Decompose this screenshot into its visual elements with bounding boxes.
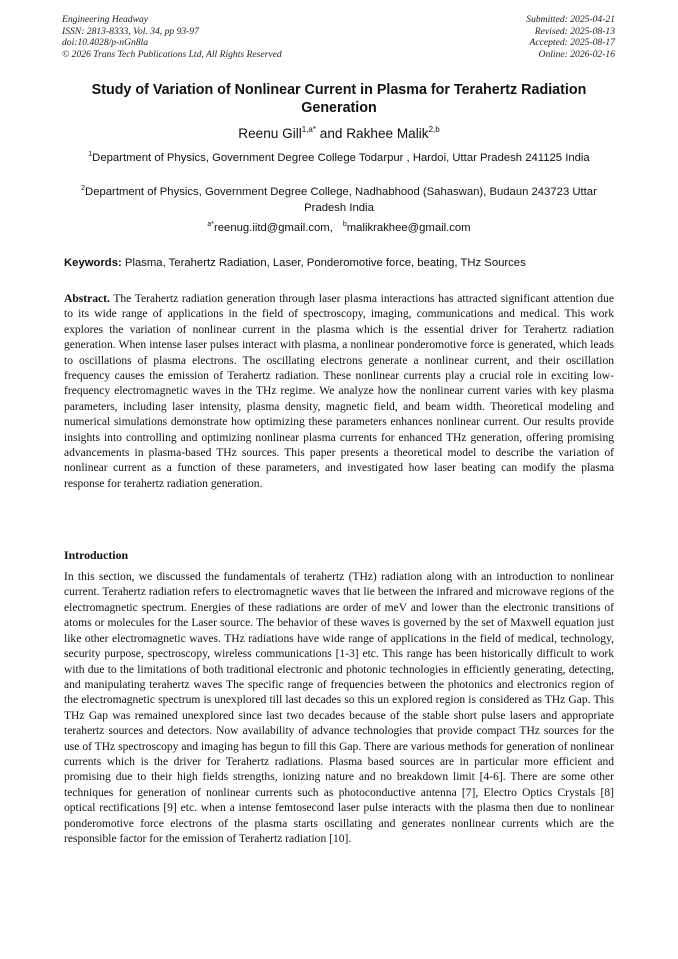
- email-line: [64, 221, 614, 236]
- revised-date: Revised: 2025-08-13: [534, 25, 615, 37]
- introduction-text: In this section, we discussed the fundamentals of terahertz (THz) radiation along with an introduction to nonlinear current. Terahertz radiation refers to electromagnetic waves that lie between the infrared and microwave regions of the electromagnetic spectrum. Energies of these radiations are order of meV and lower than the electronic transitions of atoms or molecules for the Laser source. The behavior of these waves is governed by the set of Maxwell equation just like other electromagnetic waves. THz radiations have wide range of applications in the field of medical, technology, security purpose, spectroscopy, wireless communications [1-3] etc. This range has been historically difficult to work with due to the limitations of both traditional electronic and photonic technologies in efficiently generating, detecting, and manipulating terahertz waves The specific range of frequencies between the photonics and electronics region of the electromagnetic spectrum is unexplored till last decades so this un explored region is considered as THz Gap. This THz Gap was remained unexplored since last two decades because of the stable short pulse lasers and appropriate terahertz sources and detectors. Now availability of advance technologies that provide compact THz sources for the use of THz spectroscopy and imaging has begun to fill this Gap. There are various methods for generation of nonlinear currents which is the driver for Terahertz radiations. Plasma based sources are in particular more efficient and promising due to their high fields strengths, ionizing nature and no breakdown limit [4-6]. There are some other techniques for generation of nonlinear currents such as photoconductive antenna [7], Electro Optics Crystals [8] optical rectifications [9] etc. when a intense femtosecond laser pulse interacts with the plasma then due to nonlinear ponderomotive force electrons of the plasma starts oscillating and generates nonlinear currents which are the responsible factor for the emission of Terahertz radiation [10].: [64, 571, 614, 846]
- keywords-label: Keywords:: [64, 257, 122, 269]
- abstract-label: Abstract.: [64, 293, 110, 305]
- email-a-marker: a*: [207, 221, 214, 228]
- author-2: Rakhee Malik: [346, 126, 429, 141]
- keywords: [64, 256, 616, 271]
- author-conjunction: and: [315, 126, 347, 141]
- author-1: Reenu Gill: [238, 126, 302, 141]
- journal-header-left: [62, 14, 282, 60]
- abstract-text: The Terahertz radiation generation through laser plasma interactions has attracted significant attention due to its wide range of applications in the field of spectroscopy, imaging, communications and medical. This work explores the variation of nonlinear current in the plasma which is the essential driver for Terahertz radiation generation. When intense laser pulses interact with plasma, a nonlinear ponderomotive force is generated, which leads to oscillations of plasma electrons. The oscillating electrons generate a nonlinear current, and their oscillation frequency causes the emission of Terahertz radiation. These nonlinear currents play a crucial role in exciting low-frequency electromagnetic waves in the THz regime. We analyze how the nonlinear current varies with key plasma parameters, including laser intensity, plasma density, magnetic field, and beam width. Theoretical modeling and numerical simulations demonstrate how optimizing these parameters enhances nonlinear current. Our results provide insights into controlling and optimizing nonlinear plasma currents for enhanced THz generation, offering promising advancements in plasma-based THz sources. This paper presents a theoretical model to describe the variation of nonlinear current as a function of these parameters, and investigated how laser beating can modify the plasma response for terahertz radiation generation.: [64, 293, 614, 490]
- affiliation-1-marker: 1: [88, 151, 93, 158]
- affiliation-2-marker: 2: [81, 185, 86, 192]
- author-2-affiliation: 2,b: [428, 125, 440, 134]
- email-b-marker: b: [342, 221, 347, 228]
- keywords-text: Plasma, Terahertz Radiation, Laser, Ponderomotive force, beating, THz Sources: [124, 257, 526, 269]
- affiliation-2: [64, 185, 614, 216]
- email-a[interactable]: reenug.iitd@gmail.com,: [214, 222, 333, 234]
- affiliation-2-text: Department of Physics, Government Degree College, Nadhabhood (Sahaswan), Budaun 243723 Uttar Pradesh India: [85, 186, 597, 214]
- issn-volume: ISSN: 2813-8333, Vol. 34, pp 93-97: [62, 25, 199, 37]
- journal-header-right: [526, 14, 615, 60]
- author-line: [60, 125, 618, 142]
- author-1-affiliation: 1,a*: [301, 125, 316, 134]
- accepted-date: Accepted: 2025-08-17: [529, 37, 615, 49]
- doi: doi:10.4028/p-nGn8la: [62, 37, 149, 49]
- journal-name: Engineering Headway: [62, 14, 149, 25]
- abstract: [64, 292, 614, 492]
- email-b[interactable]: malikrakhee@gmail.com: [346, 222, 471, 234]
- affiliation-1-text: Department of Physics, Government Degree College Todarpur , Hardoi, Uttar Pradesh 241125 India: [92, 152, 590, 164]
- introduction-heading: Introduction: [64, 548, 129, 562]
- paper-title: Study of Variation of Nonlinear Current in Plasma for Terahertz Radiation Generation: [91, 82, 587, 116]
- copyright: © 2026 Trans Tech Publications Ltd, All Rights Reserved: [62, 48, 282, 60]
- submitted-date: Submitted: 2025-04-21: [526, 14, 615, 25]
- affiliation-1: [64, 151, 614, 167]
- online-date: Online: 2026-02-16: [538, 48, 615, 60]
